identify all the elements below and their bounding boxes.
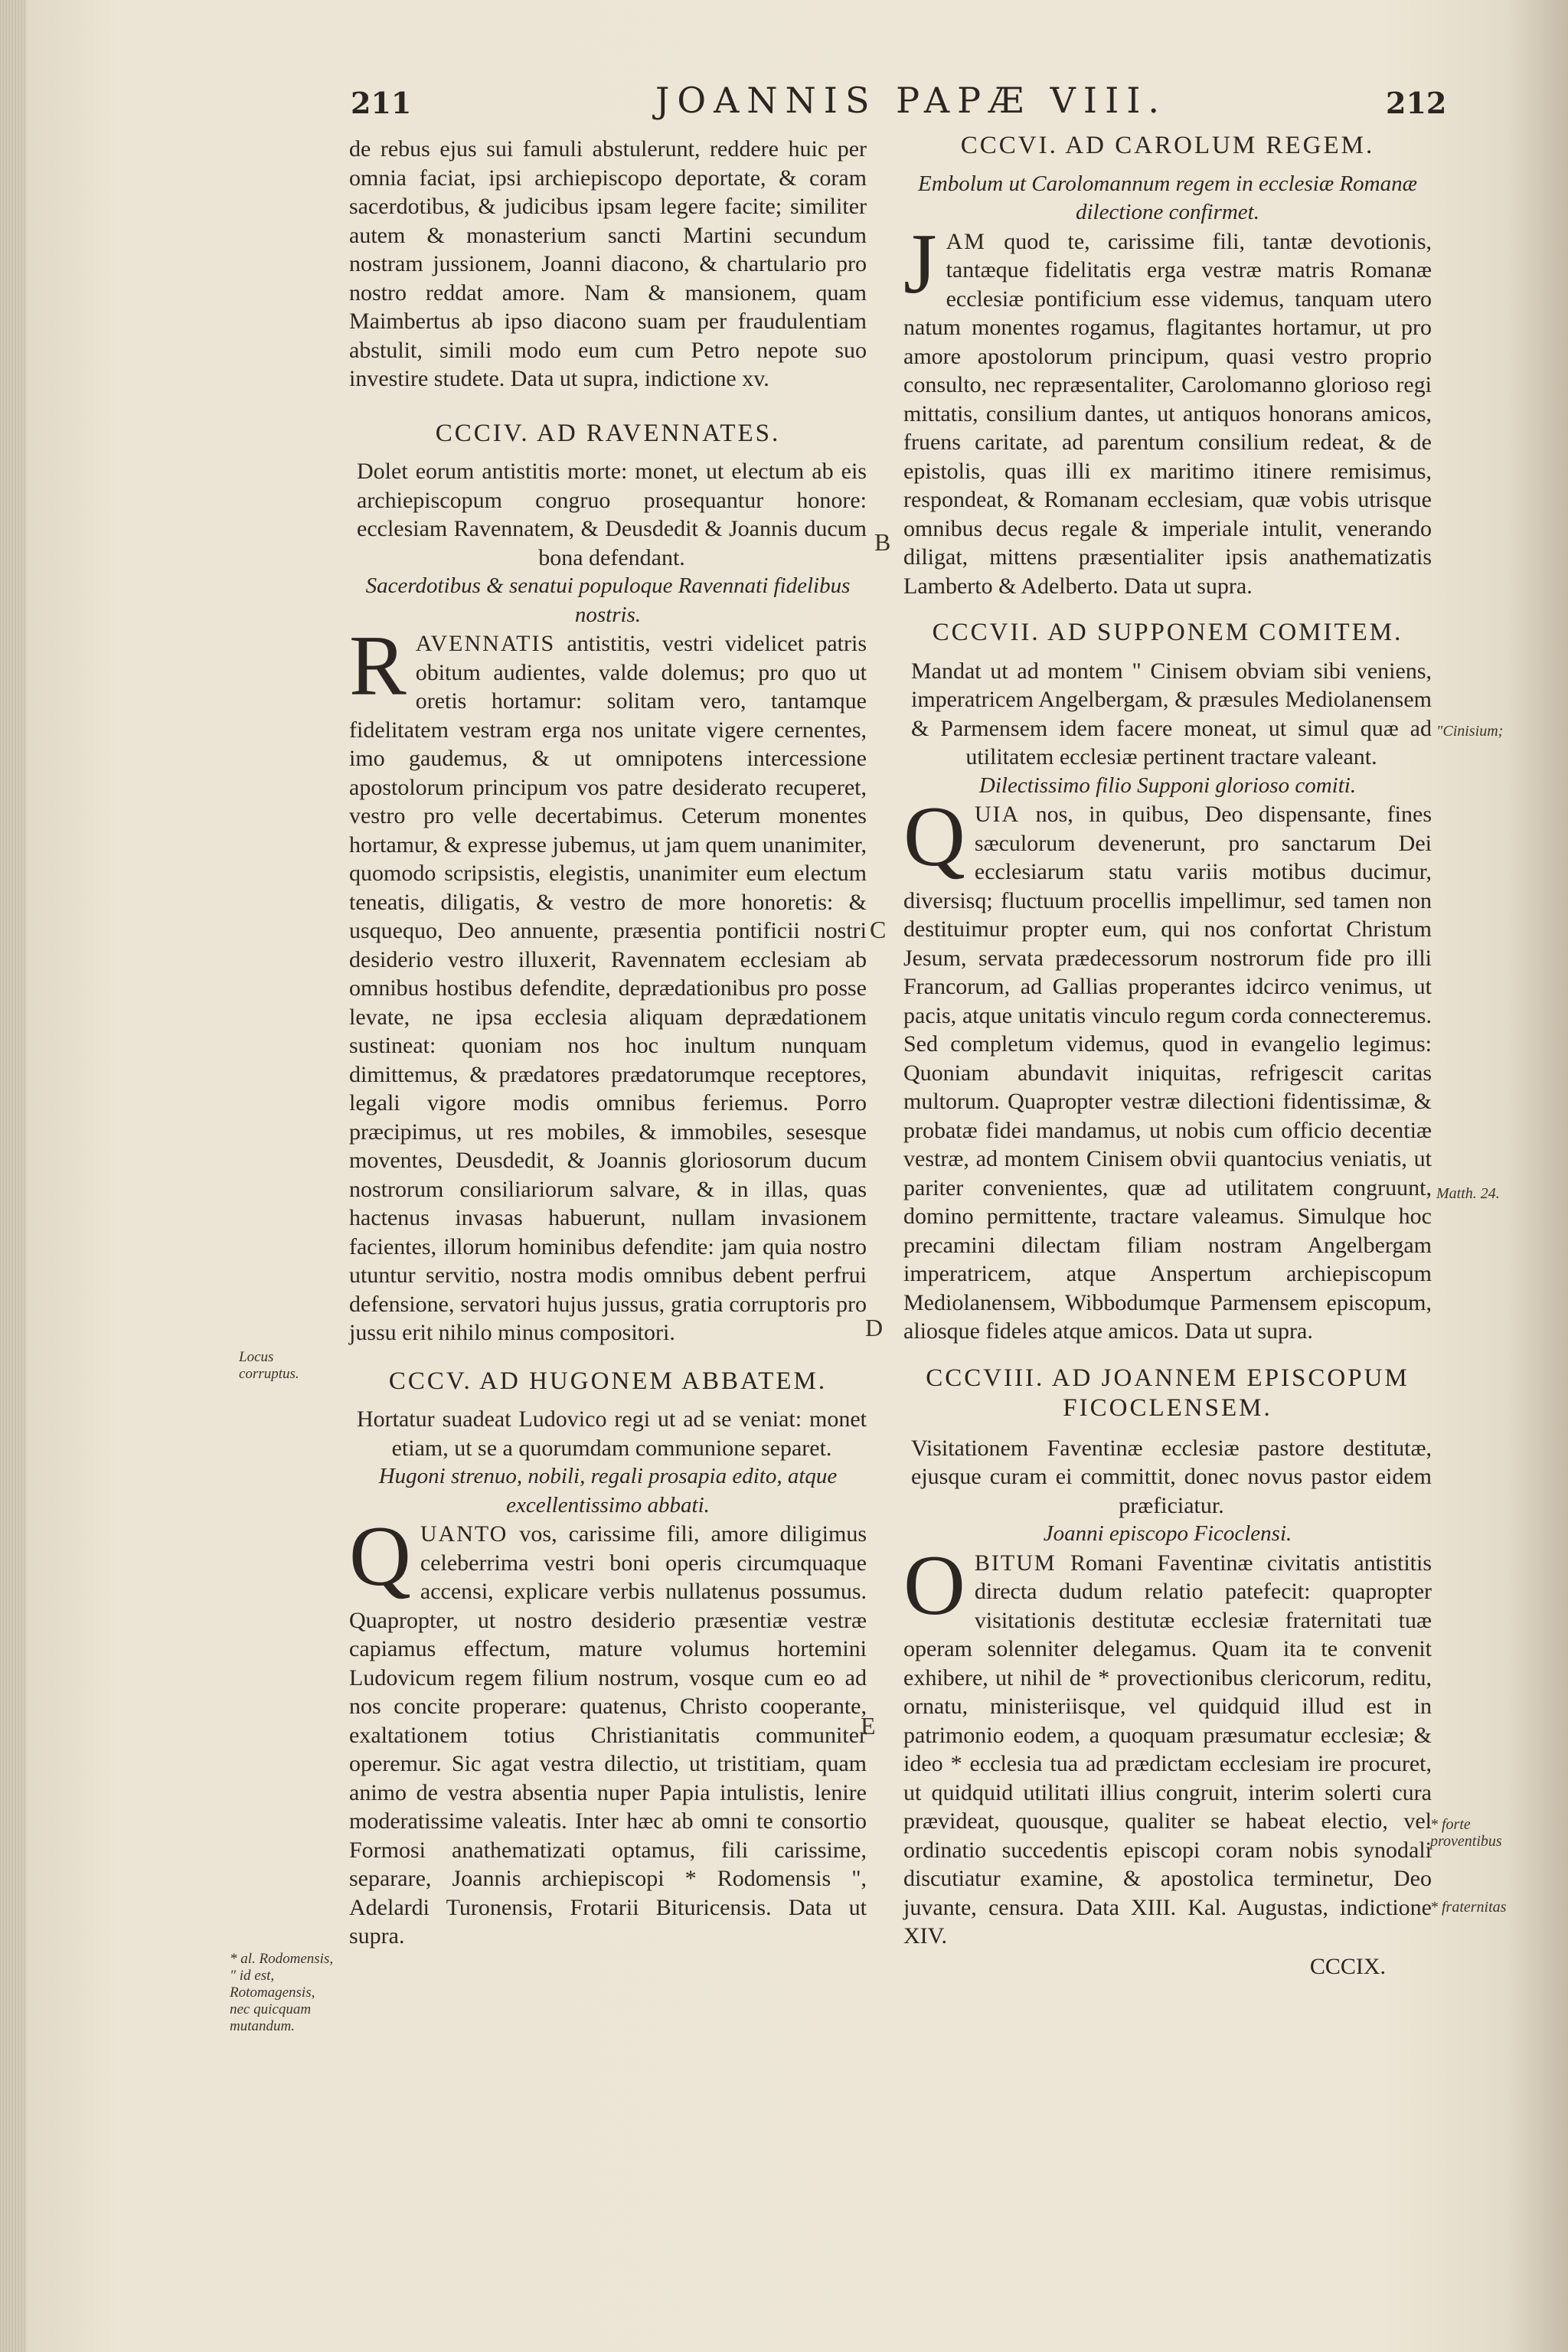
- letter-205-address: Hugoni strenuo, nobili, regali prosapia edito, atque excellentissimo abbati.: [378, 1464, 838, 1517]
- letter-205-dropcap: Q: [349, 1509, 411, 1604]
- margin-note-cinisium: "Cinisium;: [1436, 723, 1504, 740]
- left-column: [349, 135, 867, 1951]
- letter-208-summary: Visitationem Faventinæ ecclesiæ pastore destitutæ, ejusque curam ei committit, donec novus pastor eidem præficiatur.: [911, 1435, 1432, 1518]
- letter-207-body: nos, in quibus, Deo dispensante, fines sæculorum devenerunt, pro sanctarum Dei ecclesiarum statu variis motibus ducimur, diversisq; fluctuum procellis impellimur, sed tamen non destituimur propter eum, qui nos confortat Christum Jesum, servata prædecessorum nostrorum fide pro illi Francorum, ad Gallias properantes idcirco venimus, ut pacis, atque unitatis vinculo regum corda connecteremus. Sed completum videmus, quod in evangelio legimus: Quoniam abundavit iniquitas, refrigescit caritas multorum. Quapropter vestræ dilectioni fidentissimæ, & probatæ fidei mandamus, ut nobis cum officio decentiæ vestræ, ad montem Cinisem obvii quantocius veniatis, ut pariter convenientes, quæ ad utilitatem congruunt, domino permittente, tractare valeamus. Simulque hoc precamini dilectam filiam nostram Angelbergam imperatricem, atque Anspertum archiepiscopum Mediolanensem, Wibbodumque Parmensem episcopum, aliosque fideles atque amicos. Data ut supra.: [903, 802, 1432, 1344]
- letter-208-address: Joanni episcopo Ficoclensi.: [1043, 1521, 1292, 1546]
- letter-206-dropcap: J: [903, 216, 937, 312]
- letter-208-body: Romani Faventinæ civitatis antistitis directa dudum relatio patefecit: quapropter visitationis destitutæ ecclesiæ fraternitati tuæ operam solenniter delegamus. Quam ita te convenit exhibere, ut nihil de * provectionibus clericorum, reditu, ornatu, ministeriisque, vel quidquid illud est in patrimonio eodem, a quoquam præsumatur ecclesiæ; & ideo * ecclesia tua ad prædictam ecclesiam ire procuret, ut quidquid utilitati illius congruit, interim solerti cura prævideat, quousque, qualiter se habeat electio, vel ordinatio succedentis episcopi coram nobis synodali discutiatur examine, & apostolica terminetur, Deo juvante, censura. Data XIII. Kal. Augustas, indictione XIV.: [903, 1550, 1432, 1949]
- section-marker-e: E: [861, 1712, 876, 1740]
- letter-207-heading: CCCVII. AD SUPPONEM COMITEM.: [932, 619, 1403, 646]
- letter-205-heading: CCCV. AD HUGONEM ABBATEM.: [388, 1367, 828, 1395]
- section-marker-c: C: [870, 916, 887, 943]
- letter-208-dropcap: O: [903, 1537, 965, 1633]
- letter-208-heading: CCCVIII. AD JOANNEM EPISCOPUM: [926, 1364, 1410, 1392]
- letter-205-text: [349, 1509, 867, 1951]
- letter-207-text: [903, 789, 1432, 1346]
- letter-206-text: [903, 216, 1432, 601]
- section-marker-b: B: [874, 528, 891, 556]
- letter-204-dropcap: R: [349, 619, 407, 714]
- letter-208-opening: BITUM: [974, 1550, 1057, 1576]
- letter-205-opening: UANTO: [420, 1521, 508, 1547]
- letter-207-address: Dilectissimo filio Supponi glorioso comiti.: [978, 773, 1357, 798]
- letter-204-opening: AVENNATIS: [415, 631, 556, 656]
- letter-206-summary: Embolum ut Carolomannum regem in ecclesiæ Romanæ dilectione confirmet.: [918, 171, 1417, 224]
- letter-208-heading-line2: FICOCLENSEM.: [1063, 1394, 1272, 1422]
- letter-206-body: quod te, carissime fili, tantæ devotionis, tantæque fidelitatis erga vestræ matris Romanæ ecclesiæ pontificium esse videmus, tanquam utero natum monentes rogamus, flagitantes hortamur, ut pro amore apostolorum principum, quasi vestro proprio consulto, nec repræsentaliter, Carolomanno glorioso regi mittatis, consilium dantes, ut antiquos honorans amicos, fruens caritate, ad parentum consilium redeat, & de epistolis, quas illi ex maritimo itinere remisimus, respondeat, & Romanam ecclesiam, quæ vobis utrisque omnibus decus regale & imperiale intulit, venerando diligat, mittens præsentialiter ipsis anathematizatis Lamberto & Adelberto. Data ut supra.: [903, 228, 1432, 599]
- right-column: [903, 132, 1432, 1981]
- page-edges: [0, 0, 26, 2352]
- letter-208-text: [903, 1537, 1432, 1951]
- page-number-left: 211: [351, 86, 412, 120]
- letter-207-summary: Mandat ut ad montem " Cinisem obviam sibi veniens, imperatricem Angelbergam, & præsules Mediolanensem & Parmensem idem facere moneat, ut simul quæ ad utilitatem ecclesiæ pertinent tractare valeant.: [911, 658, 1432, 769]
- letter-204-text: [349, 619, 867, 1348]
- letter-206-opening: AM: [946, 228, 986, 254]
- letter-207-opening: UIA: [974, 802, 1021, 827]
- margin-note-matthew: Matth. 24.: [1436, 1185, 1500, 1202]
- letter-205-body: vos, carissime fili, amore diligimus celeberrima vestri boni operis circumquaque accensi, explicare verbis nullatenus possumus. Quapropter, ut nostro desiderio præsentiæ vestræ capiamus effectum, mature volumus hortemini Ludovicum regem filium nostrum, vosque cum eo ad nos concite properare: quatenus, Christo cooperante, exaltationem totius Christianitatis communiter operemur. Sic agat vestra dilectio, ut tristitiam, quam animo de vestra absentia nuper Papia intulistis, lenire moderatissime valeatis. Inter hæc ab omni te consortio Formosi anathematizati optamus, fili carissime, separare, Joannis archiepiscopi * Rodomensis ", Adelardi Turonensis, Frotarii Bituricensis. Data ut supra.: [349, 1521, 867, 1949]
- margin-note-rodomensis: * al. Rodomensis, " id est, Rotomagensis, nec quicquam mutandum.: [230, 1951, 334, 2034]
- catchword: CCCIX.: [1309, 1953, 1386, 1979]
- margin-note-fraternitas: * fraternitas: [1430, 1899, 1507, 1916]
- letter-205-summary: Hortatur suadeat Ludovico regi ut ad se veniat: monet etiam, ut se a quorumdam communione separet.: [357, 1406, 867, 1461]
- next-page-edge: [1507, 0, 1568, 2352]
- letter-204-address: Sacerdotibus & senatui populoque Ravennati fidelibus nostris.: [365, 573, 851, 627]
- page-number-right: 212: [1386, 86, 1447, 120]
- margin-note-forte-proventibus: * forte proventibus: [1430, 1816, 1502, 1850]
- running-title: JOANNIS PAPÆ VIII.: [655, 80, 1168, 121]
- letter-204-body: antistitis, vestri videlicet patris obitum audientes, valde dolemus; pro quo ut oretis hortamur: solitam vero, tantamque fidelitatem vestram erga nos unitate vigere cernentes, imo gaudemus, & ut omnipotens intercessione apostolorum principum vos patre desiderato recuperet, vestro pro velle decertabimus. Ceterum monentes hortamur, & expresse jubemus, ut jam quem unanimiter, quomodo scripsistis, elegistis, unanimiter eum electum teneatis, diligatis, & vestro de more honoretis: & usquequo, Deo annuente, præsentia pontificii nostri desiderio vestro illuxerit, Ravennatem ecclesiam ab omnibus hostibus defendite, deprædationibus pro posse levate, ne ipsa ecclesia aliquam deprædationem sustineat: quoniam nos hoc inultum nunquam dimittemus, & prædatores prædatorumque receptores, legali vigore modis omnibus feriemus. Porro præcipimus, ut res mobiles, & immobiles, sesesque moventes, Deusdedit, & Joannis gloriosorum ducum nostrorum consiliariorum salvare, & in illas, quas hactenus invasas habuerunt, nullam invasionem facientes, illorum hominibus defendite: jam quia nostro utuntur servitio, nostra modis omnibus debent perfrui defensione, servatori hujus jussus, gratia corruptoris pro jussu erit nihilo minus compositori.: [349, 631, 867, 1345]
- letter-204-summary: Dolet eorum antistitis morte: monet, ut electum ab eis archiepiscopum congruo prosequantur honore: ecclesiam Ravennatem, & Deusdedit & Joannis ducum bona defendant.: [357, 459, 867, 570]
- letter-204-heading: CCCIV. AD RAVENNATES.: [435, 419, 781, 447]
- continuation-text: de rebus ejus sui famuli abstulerunt, reddere huic per omnia faciat, ipsi archiepiscopo deportate, & coram sacerdotibus, & judicibus ipsam legere facite; similiter autem & monasterium sancti Martini secundum nostram jussionem, Joanni diacono, & chartulario pro nostro reddat amore. Nam & mansionem, quam Maimbertus ab ipso diacono suam per fraudulentiam abstulit, simili modo eum cum Petro nepote suo investire studete. Data ut supra, indictione xv.: [349, 136, 867, 391]
- letter-207-dropcap: Q: [903, 789, 965, 884]
- margin-note-locus-corruptus: Locus corruptus.: [239, 1349, 299, 1382]
- letter-206-heading: CCCVI. AD CAROLUM REGEM.: [960, 132, 1375, 159]
- section-marker-d: D: [865, 1314, 884, 1341]
